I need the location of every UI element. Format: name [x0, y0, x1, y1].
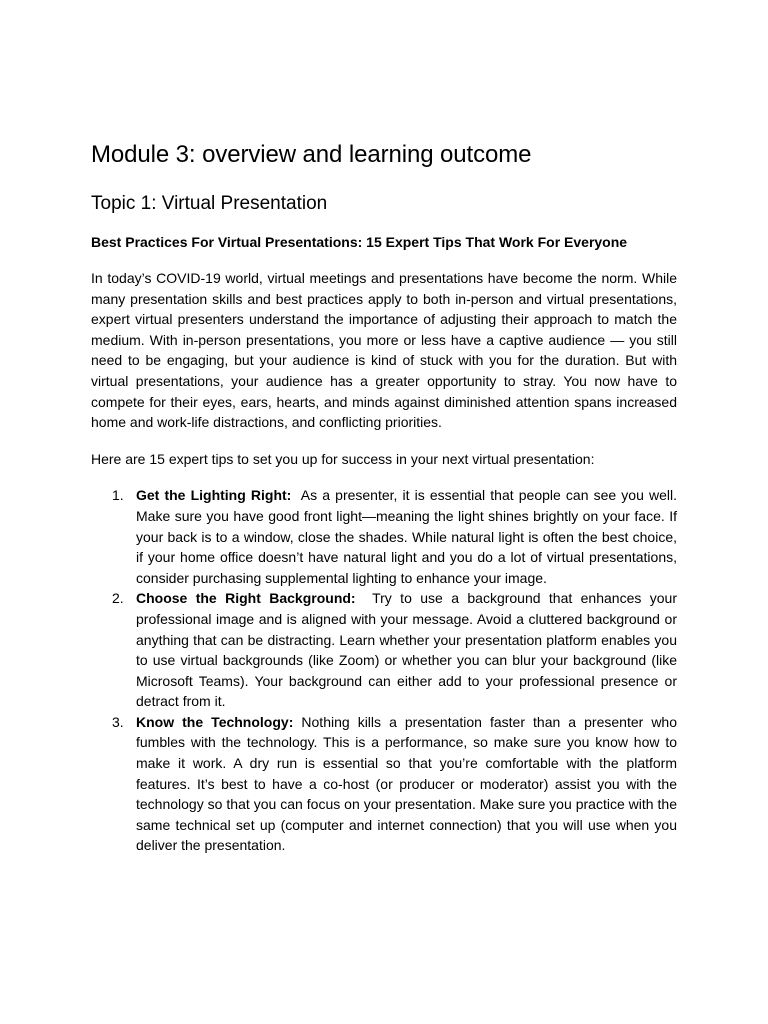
article-subheading: Best Practices For Virtual Presentations: 15 Expert Tips That Work For Everyone	[91, 234, 628, 250]
tip-body: Nothing kills a presentation faster than a presenter who fumbles with the technology. This is a performance, so make sure you know how to make it work. A dry run is essential so that you’re comfortable with the platform features. It’s best to have a co-host (or producer or moderator) assist you with the technology so that you can focus on your presentation. Make sure you practice with the same technical set up (computer and internet connection) that you will use when you deliver the presentation.	[136, 713, 677, 854]
tip-spacer	[356, 590, 373, 606]
tip-spacer	[291, 487, 300, 503]
tip-item-lighting	[91, 485, 677, 588]
tip-title: Get the Lighting Right:	[136, 487, 292, 504]
tips-intro: Here are 15 expert tips to set you up for success in your next virtual presentation:	[91, 450, 595, 467]
tip-number: 3.	[112, 713, 124, 730]
module-title: Module 3: overview and learning outcome	[91, 141, 532, 168]
topic-title: Topic 1: Virtual Presentation	[91, 193, 328, 214]
tip-title: Know the Technology:	[136, 713, 294, 730]
intro-paragraph: In today’s COVID-19 world, virtual meetings and presentations have become the norm. While many presentation skills and best practices apply to both in-person and virtual presentations, expert virtual presenters understand the importance of adjusting their approach to match the medium. With in-person presentations, you more or less have a captive audience — you still need to be engaging, but your audience is kind of stuck with you for the duration. But with virtual presentations, your audience has a greater opportunity to stray. You now have to compete for their eyes, ears, hearts, and minds against diminished attention spans increased home and work-life distractions, and conflicting priorities.	[91, 270, 677, 431]
tips-list	[91, 485, 677, 856]
tip-number: 2.	[112, 590, 124, 607]
tip-title: Choose the Right Background:	[136, 590, 356, 607]
tip-item-technology	[91, 712, 677, 856]
tip-number: 1.	[112, 487, 124, 504]
tip-body: Try to use a background that enhances your professional image and is aligned with your message. Avoid a cluttered background or anything that can be distracting. Learn whether your presentation platform enables you to use virtual backgrounds (like Zoom) or whether you can blur your background (like Microsoft Teams). Your background can either add to your professional presence or detract from it.	[136, 590, 677, 710]
document-content	[91, 140, 677, 856]
tip-body: As a presenter, it is essential that people can see you well. Make sure you have good front light—meaning the light shines brightly on your face. If your back is to a window, close the shades. While natural light is often the best choice, if your home office doesn’t have natural light and you do a lot of virtual presentations, consider purchasing supplemental lighting to enhance your image.	[136, 487, 677, 586]
tip-item-background	[91, 588, 677, 712]
